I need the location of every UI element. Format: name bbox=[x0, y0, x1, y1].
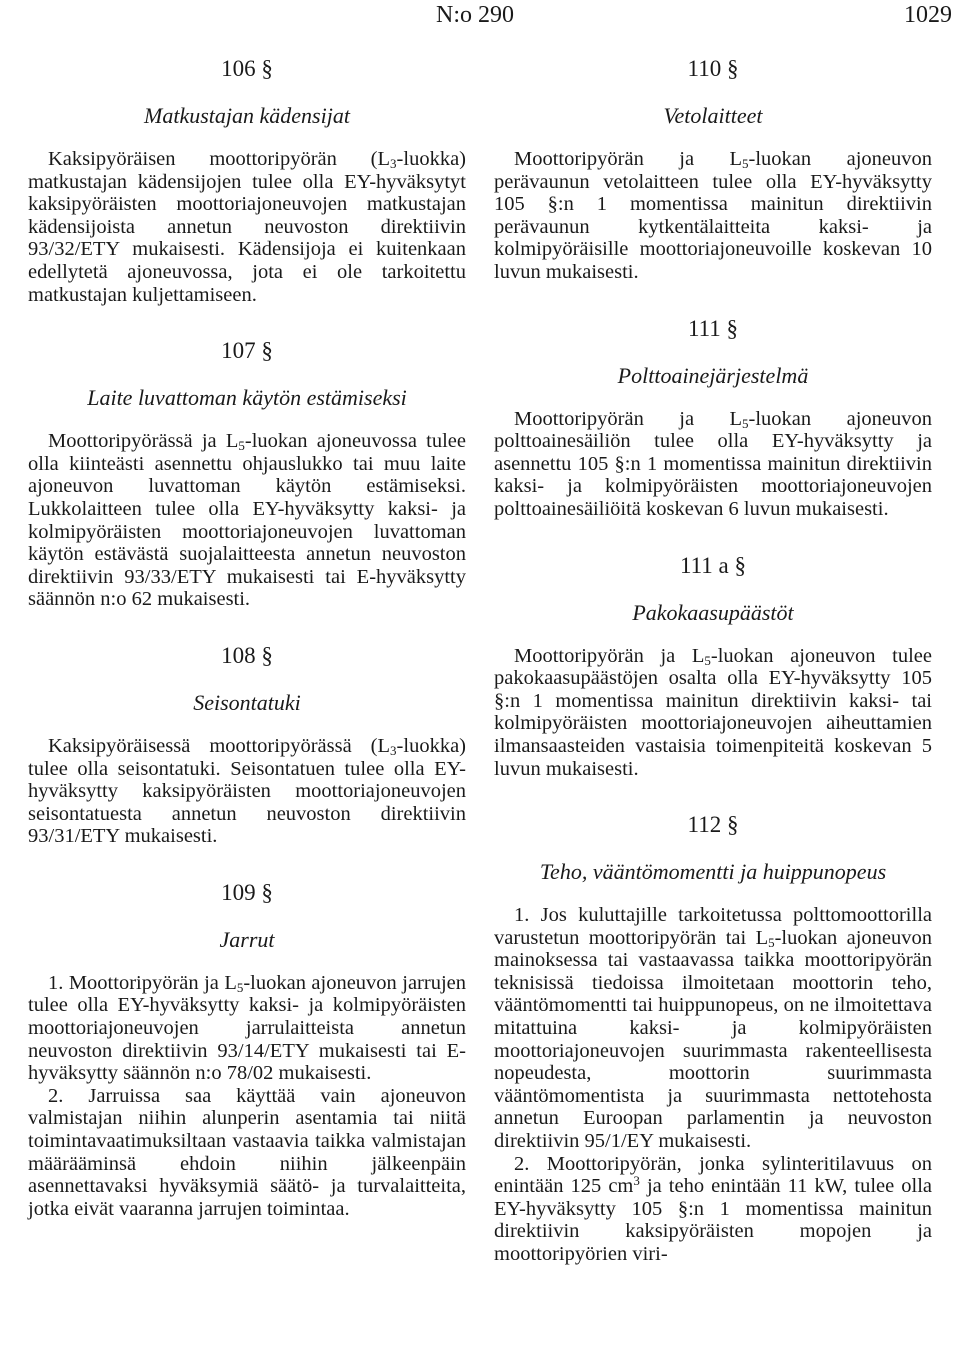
section-109 bbox=[28, 878, 466, 1221]
section-title: Pakokaasupäästöt bbox=[632, 599, 794, 625]
section-106 bbox=[28, 54, 466, 306]
section-107 bbox=[28, 336, 466, 611]
section-number: 111 a § bbox=[679, 552, 746, 578]
paragraph: 1. Jos kuluttajille tarkoitetussa polttomoottorilla varustetun moottoripyörän tai $L_5$-luokan ajoneuvon mainoksessa tai vastaavassa taikka moottoripyörän teknisissä tiedoissa ilmoitetaan moottorin teho, vääntömomentti tai huippunopeus, on ne ilmoitettava mitattuina kaksi- ja kolmipyöräisten moottoriajoneuvojen suurimmasta rakenteellisesta nopeudesta, moottorin suurimmasta vääntömomentista ja suurimmasta nettotehosta annetun Euroopan parlamentin ja neuvoston direktiivin 95/1/EY mukaisesti. bbox=[494, 904, 932, 1153]
section-number: 109 § bbox=[221, 879, 273, 905]
paragraph: 1. Moottoripyörän ja $L_5$-luokan ajoneuvon jarrujen tulee olla EY-hyväksytty kaksi- ja kolmipyöräisten moottoriajoneuvojen jarrulaitteista annetun neuvoston direktiivin 93/14/ETY mukaisesti tai E-hyväksytty säännön n:o 78/02 mukaisesti. bbox=[28, 971, 466, 1085]
section-title: Matkustajan kädensijat bbox=[144, 103, 350, 128]
section-number: 111 § bbox=[687, 315, 739, 341]
section-112 bbox=[494, 810, 932, 1266]
section-number: 108 § bbox=[221, 642, 273, 668]
paragraph: 2. Jarruissa saa käyttää vain ajoneuvon valmistajan niihin alunperin asentamia tai niitä toimintavaatimuksiltaan vastaavia taikka valmistajan määrääminsä ehdoin niihin jälkeenpäin asennettavaksi hyväksymiä säätö- ja turvalaitteita, jotka eivät vaaranna jarrujen toimintaa. bbox=[28, 1084, 466, 1220]
issue-number: N:o 290 bbox=[436, 2, 514, 28]
section-title: Teho, vääntömomentti ja huippunopeus bbox=[539, 859, 887, 885]
paragraph: Kaksipyöräisessä moottoripyörässä $(L_3-luokka)$ tulee olla seisontatuki. Seisontatuen tulee olla EY-hyväksytty kaksipyöräisten moottoriajoneuvojen seisontatuesta annetun neuvoston direktiivin 93/31/ETY mukaisesti. bbox=[28, 734, 466, 848]
section-110 bbox=[494, 54, 932, 284]
paragraph: Kaksipyöräisen moottoripyörän $(L_3-luokka)$ matkustajan kädensijojen tulee olla EY-hyväksytyt kaksipyöräisten moottoriajoneuvojen matkustajan kädensijoista annetun neuvoston direktiivin 93/32/ETY mukaisesti. Kädensijoja ei kuitenkaan edellytetä ajoneuvossa, jota ei ole tarkoitettu matkustajan kuljettamiseen. bbox=[28, 148, 466, 306]
paragraph: Moottoripyörän ja $L_5$-luokan ajoneuvon polttoainesäiliön tulee olla EY-hyväksytty ja asennettu 105 §:n 1 momentissa mainitun direktiivin kaksi- ja kolmipyöräisten moottoriajoneuvojen polttoainesäiliöitä koskevan 6 luvun mukaisesti. bbox=[494, 407, 932, 520]
section-number: 112 § bbox=[687, 812, 739, 838]
section-title: Seisontatuki bbox=[193, 689, 301, 715]
section-title: Vetolaitteet bbox=[663, 103, 763, 128]
page-number: 1029 bbox=[904, 2, 952, 28]
right-column bbox=[494, 54, 932, 1266]
paragraph: Moottoripyörässä ja $L_5$-luokan ajoneuvossa tulee olla kiinteästi asennettu ohjauslukko tai muu laite ajoneuvon luvattoman käytön estämiseksi. Lukkolaitteen tulee olla EY-hyväksytty kaksi- ja kolmipyöräisten moottoriajoneuvojen luvattoman käytön estävästä suojalaitteesta annetun neuvoston direktiivin 93/33/ETY mukaisesti tai E-hyväksytty säännön n:o 62 mukaisesti. bbox=[28, 430, 466, 611]
section-title: Polttoainejärjestelmä bbox=[617, 362, 809, 388]
left-column bbox=[28, 54, 466, 1220]
section-number: 110 § bbox=[687, 56, 739, 81]
section-111a bbox=[494, 551, 932, 781]
section-111 bbox=[494, 314, 932, 521]
page-header bbox=[0, 0, 960, 36]
section-number: 106 § bbox=[221, 56, 273, 81]
section-title: Jarrut bbox=[219, 926, 275, 952]
section-title: Laite luvattoman käytön estämiseksi bbox=[87, 385, 407, 411]
paragraph: Moottoripyörän ja $L_5$-luokan ajoneuvon tulee pakokaasupäästöjen osalta olla EY-hyväksytty 105 §:n 1 momentissa mainitun direktiivin kaksi- tai kolmipyöräisten moottoriajoneuvojen aiheuttamien ilmansaasteiden vastaisia toimenpiteitä koskevan 5 luvun mukaisesti. bbox=[494, 644, 932, 780]
section-number: 107 § bbox=[221, 338, 273, 364]
paragraph: 2. Moottoripyörän, jonka sylinteritilavuus on enintään 125 $cm^3$ ja teho enintään 11 kW, tulee olla EY-hyväksytty 105 §:n 1 momentissa mainitun direktiivin kaksipyöräisten mopojen ja moottoripyörien viri- bbox=[494, 1152, 933, 1265]
section-108 bbox=[28, 641, 466, 848]
paragraph: Moottoripyörän ja $L_5$-luokan ajoneuvon perävaunun vetolaitteen tulee olla EY-hyväksytty 105 §:n 1 momentissa mainitun direktiivin perävaunun kytkentälaitteita kaksi- ja kolmipyöräisille moottoriajoneuvoille koskevan 10 luvun mukaisesti. bbox=[494, 148, 932, 283]
